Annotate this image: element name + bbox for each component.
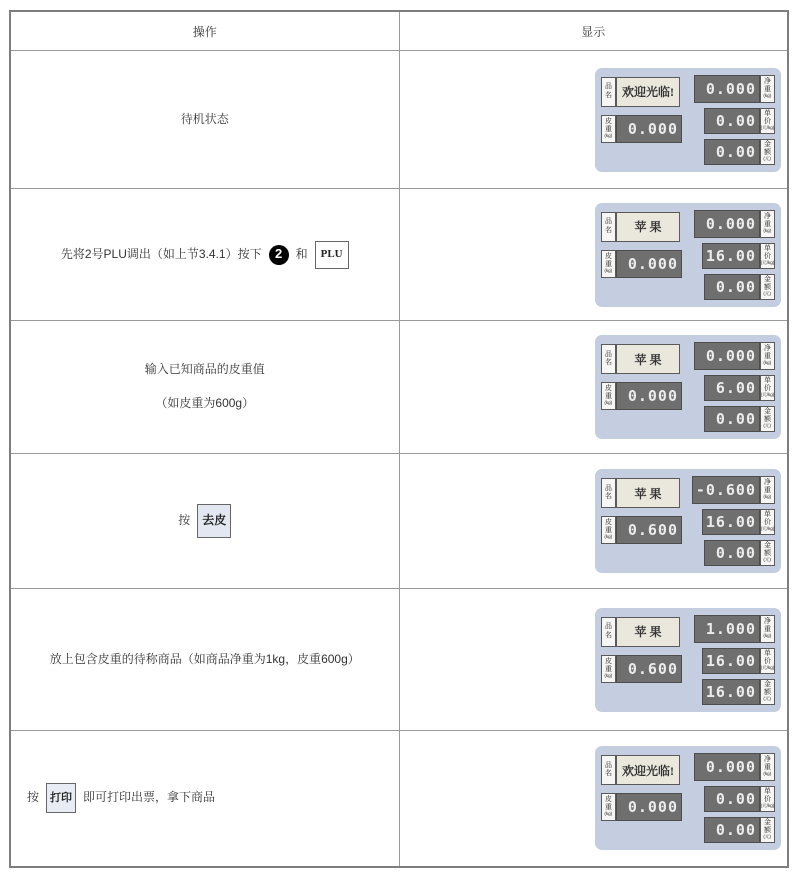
operation-cell-content [11,362,399,411]
scale-display-panel [595,335,781,439]
tare-weight-label-char: 皮 [605,657,612,665]
net-weight-label-char: 净 [764,345,771,353]
table-row [10,189,788,321]
tare-weight-label-unit: (kg) [604,133,613,139]
amount-label-unit: (元) [763,696,772,702]
unit-price-label [760,375,775,401]
display-cell [399,454,788,589]
panel-right-column [694,753,775,843]
net-weight-label-char: 净 [764,479,771,487]
display-cell [399,189,788,321]
table-row [10,51,788,189]
product-name-label-char: 名 [605,631,612,639]
net-weight-module [694,615,775,643]
tare-weight-module [601,655,682,683]
tare-weight-module [601,115,682,143]
net-weight-label [760,342,775,370]
tare-weight-label-char: 重 [605,804,612,812]
panel-left-column [601,77,682,165]
panel-right-column [694,75,775,165]
net-weight-label-unit: (kg) [763,771,772,778]
unit-price-label-unit: (元/kg) [760,125,775,131]
amount-module [704,540,775,566]
tare-weight-label-char: 皮 [605,117,612,125]
panel-right-column [694,615,775,705]
operation-text: 和 [295,246,308,261]
unit-price-label-unit: (元/kg) [760,665,775,671]
amount-module [704,817,775,843]
amount-label-char: 额 [764,550,771,558]
product-name-label [601,212,616,242]
tare-weight-label [601,793,616,821]
table-row [10,589,788,731]
product-name-label-char: 品 [605,623,612,631]
product-name-label [601,77,616,107]
unit-price-label [760,243,775,269]
unit-price-label-char: 价 [764,385,771,393]
product-name-label-char: 品 [605,218,612,226]
product-name-label [601,617,616,647]
unit-price-label-char: 价 [764,657,771,665]
panel-left-column [601,344,682,432]
tare-weight-module [601,250,682,278]
amount-module [704,406,775,432]
display-cell [399,321,788,454]
product-name-module [601,212,682,242]
operation-cell [10,731,399,867]
amount-label [760,274,775,300]
unit-price-display: 16.00 [702,648,760,674]
product-name-label-char: 名 [605,359,612,366]
product-name-label-char: 名 [605,226,612,234]
unit-price-display: 6.00 [704,375,760,401]
scale-display-panel [595,746,781,850]
unit-price-label-char: 单 [764,244,771,252]
operation-line [50,652,360,668]
unit-price-label-unit: (元/kg) [760,392,775,398]
unit-price-display: 16.00 [702,509,760,535]
unit-price-label-char: 单 [764,511,771,519]
tare-weight-label-unit: (kg) [604,268,613,274]
product-name-label-char: 品 [605,484,612,492]
unit-price-label-char: 单 [764,109,771,117]
amount-label-unit: (元) [763,423,772,429]
net-weight-label [760,210,775,238]
net-weight-label-char: 重 [764,220,771,228]
panel-left-column [601,617,682,705]
tare-weight-module [601,516,682,544]
product-name-label-char: 品 [605,762,612,770]
display-cell [399,589,788,731]
tare-weight-label [601,250,616,278]
operation-line [155,396,254,412]
unit-price-label-char: 单 [764,788,771,796]
tare-weight-label-unit: (kg) [604,534,613,540]
tare-weight-display: 0.000 [616,250,682,278]
amount-label-char: 额 [764,283,771,291]
tare-weight-label-char: 皮 [605,385,612,393]
tare-weight-label-char: 重 [605,260,612,268]
net-weight-label-unit: (kg) [763,633,772,639]
net-weight-module [694,342,775,370]
product-name-label-char: 名 [605,770,612,778]
amount-display: 0.00 [704,274,760,300]
product-name-label-char: 名 [605,91,612,99]
amount-label-char: 额 [764,416,771,424]
operation-cell-content [11,783,399,813]
operation-line [145,362,265,378]
unit-price-display: 0.00 [704,108,760,134]
operation-cell [10,189,399,321]
unit-price-label-unit: (元/kg) [760,260,775,266]
net-weight-label-char: 净 [764,212,771,220]
unit-price-display: 0.00 [704,786,760,812]
amount-label-char: 金 [764,680,771,688]
amount-label-unit: (元) [763,156,772,162]
panel-left-column [601,755,682,843]
net-weight-label-unit: (kg) [763,228,772,234]
numeric-key-2: 2 [269,245,289,265]
net-weight-label-char: 净 [764,77,771,85]
panel-right-column [692,476,775,566]
amount-label-unit: (元) [763,834,772,841]
tare-weight-display: 0.600 [616,655,682,683]
operation-line [61,241,349,269]
operation-line [181,112,229,128]
tare-weight-label-char: 皮 [605,519,612,527]
product-name-module [601,478,682,508]
unit-price-label [760,108,775,134]
net-weight-label [760,615,775,643]
product-name-display: 苹 果 [616,478,680,508]
net-weight-display: 0.000 [694,342,760,370]
product-name-label-char: 名 [605,493,612,500]
operation-text: 按 [178,513,191,528]
amount-label [760,817,775,843]
amount-label [760,540,775,566]
net-weight-label-char: 重 [764,625,771,633]
tare-weight-label-char: 重 [605,665,612,673]
amount-label-char: 金 [764,408,771,416]
net-weight-label [760,753,775,781]
amount-label-char: 金 [764,275,771,283]
unit-price-label [760,509,775,535]
amount-label-char: 额 [764,148,771,156]
tare-weight-label-unit: (kg) [604,811,613,818]
unit-price-label [760,786,775,812]
panel-right-column [694,342,775,432]
product-name-display: 欢迎光临! [616,77,680,107]
unit-price-label-char: 价 [764,252,771,260]
unit-price-display: 16.00 [702,243,760,269]
net-weight-label [760,75,775,103]
operation-column-header: 操作 [10,11,399,51]
tare-weight-module [601,793,682,821]
amount-label-unit: (元) [763,291,772,297]
scale-display-panel [595,608,781,712]
product-name-label [601,344,616,374]
net-weight-label-unit: (kg) [763,494,772,500]
tare-weight-label-unit: (kg) [604,400,613,406]
operation-line [178,504,231,538]
operation-text: 即可打印出票，拿下商品 [83,790,216,805]
scale-display-panel [595,68,781,172]
net-weight-label-char: 净 [764,617,771,625]
operation-text: 放上包含皮重的待称商品（如商品净重为1kg，皮重600g） [49,651,360,666]
amount-label-unit: (元) [763,557,772,563]
product-name-module [601,755,682,785]
panel-left-column [601,478,682,566]
amount-label-char: 金 [764,819,771,827]
amount-label-char: 金 [764,542,771,550]
tare-weight-label [601,516,616,544]
net-weight-display: 1.000 [694,615,760,643]
operation-cell-content [11,652,399,668]
tare-key: 去皮 [197,504,231,538]
product-name-module [601,617,682,647]
amount-label [760,139,775,165]
tare-weight-label-char: 皮 [605,796,612,804]
scale-display-panel [595,203,781,307]
operation-cell [10,321,399,454]
operation-cell [10,51,399,189]
tare-weight-label [601,382,616,410]
amount-module [704,139,775,165]
tare-weight-label-char: 重 [605,393,612,401]
unit-price-module [702,648,775,674]
net-weight-label [760,476,775,504]
tare-weight-label-char: 皮 [605,252,612,260]
net-weight-label-char: 重 [764,764,771,772]
panel-right-column [694,210,775,300]
product-name-display: 欢迎光临! [616,755,680,785]
product-name-module [601,344,682,374]
unit-price-label-char: 单 [764,649,771,657]
unit-price-module [704,786,775,812]
tare-weight-display: 0.000 [616,115,682,143]
net-weight-display: 0.000 [694,753,760,781]
operation-line [27,783,215,813]
unit-price-label-char: 价 [764,796,771,804]
tare-weight-module [601,382,682,410]
unit-price-label-unit: (元/kg) [760,803,775,810]
operation-display-table [9,10,789,868]
operation-text: 输入已知商品的皮重值 [144,362,265,377]
tare-weight-label [601,115,616,143]
amount-label-char: 金 [764,140,771,148]
amount-display: 0.00 [704,139,760,165]
product-name-display: 苹 果 [616,617,680,647]
unit-price-module [702,243,775,269]
operation-text: （如皮重为600g） [155,396,255,410]
net-weight-label-char: 重 [764,353,771,361]
unit-price-label-char: 价 [764,519,771,527]
unit-price-label-char: 价 [764,117,771,125]
tare-weight-label [601,655,616,683]
unit-price-label [760,648,775,674]
table-row [10,321,788,454]
unit-price-module [704,375,775,401]
net-weight-display: -0.600 [692,476,760,504]
panel-left-column [601,212,682,300]
net-weight-label-unit: (kg) [763,93,772,99]
net-weight-label-char: 净 [764,756,771,764]
net-weight-module [694,75,775,103]
operation-cell-content [11,241,399,269]
operation-text: 先将2号PLU调出（如上节3.4.1）按下 [60,246,262,261]
unit-price-label-char: 单 [764,377,771,385]
tare-weight-display: 0.000 [616,382,682,410]
net-weight-label-char: 重 [764,487,771,495]
tare-weight-display: 0.000 [616,793,682,821]
header-row [10,11,788,51]
net-weight-module [692,476,775,504]
amount-label [760,679,775,705]
product-name-label-char: 品 [605,350,612,358]
tare-weight-label-unit: (kg) [604,673,613,679]
amount-display: 0.00 [704,406,760,432]
operation-cell-content [11,112,399,128]
operation-text: 待机状态 [180,111,229,126]
print-key: 打印 [46,783,76,813]
unit-price-module [702,509,775,535]
amount-label-char: 额 [764,688,771,696]
display-column-header: 显示 [399,11,788,51]
amount-display: 16.00 [702,679,760,705]
amount-display: 0.00 [704,540,760,566]
amount-module [702,679,775,705]
operation-cell [10,589,399,731]
product-name-display: 苹 果 [616,344,680,374]
operation-cell [10,454,399,589]
operation-text: 按 [27,790,40,805]
product-name-label-char: 品 [605,83,612,91]
net-weight-display: 0.000 [694,75,760,103]
tare-weight-label-char: 重 [605,527,612,535]
plu-key: PLU [315,241,349,269]
table-row [10,731,788,867]
table-row [10,454,788,589]
tare-weight-display: 0.600 [616,516,682,544]
unit-price-module [704,108,775,134]
net-weight-display: 0.000 [694,210,760,238]
amount-label-char: 额 [764,827,771,835]
unit-price-label-unit: (元/kg) [760,526,775,532]
net-weight-label-unit: (kg) [763,360,772,366]
product-name-label [601,755,616,785]
tare-weight-label-char: 重 [605,125,612,133]
product-name-label [601,478,616,508]
product-name-display: 苹 果 [616,212,680,242]
net-weight-module [694,753,775,781]
operation-cell-content [11,504,399,538]
amount-display: 0.00 [704,817,760,843]
display-cell [399,731,788,867]
amount-module [704,274,775,300]
net-weight-module [694,210,775,238]
net-weight-label-char: 重 [764,85,771,93]
amount-label [760,406,775,432]
display-cell [399,51,788,189]
product-name-module [601,77,682,107]
scale-display-panel [595,469,781,573]
